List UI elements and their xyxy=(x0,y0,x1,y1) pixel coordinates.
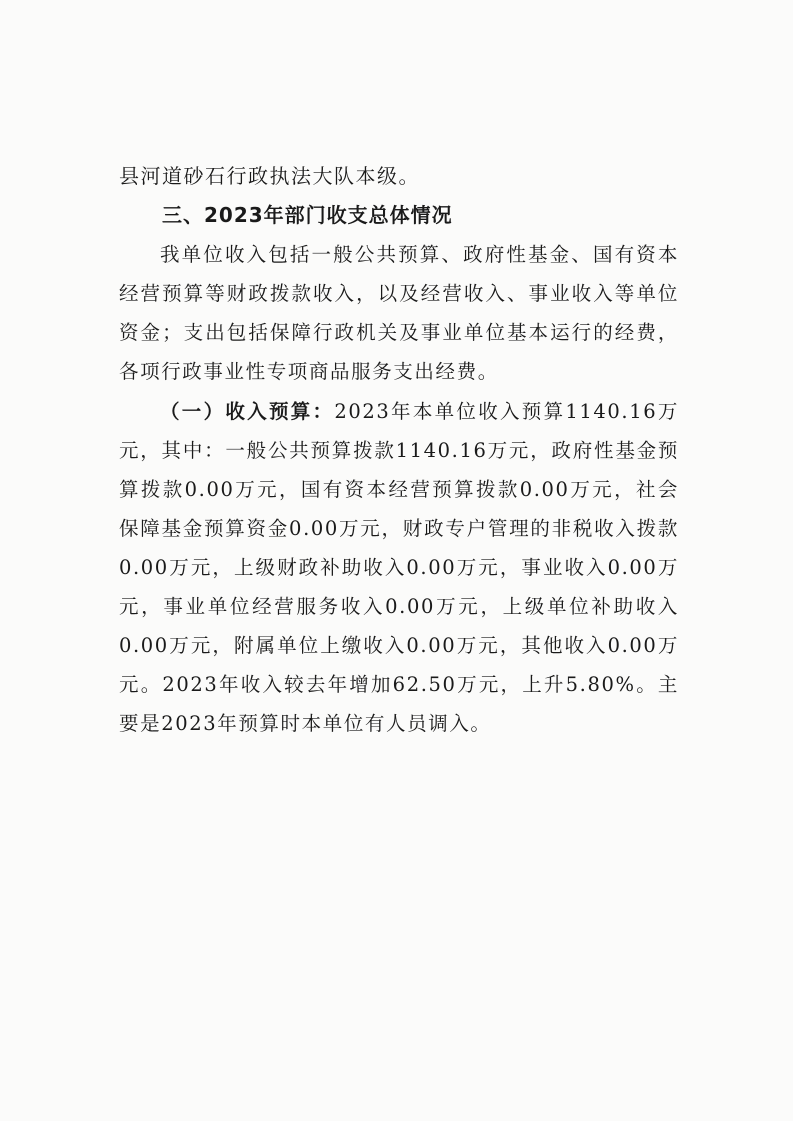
paragraph-income-budget xyxy=(119,392,679,743)
paragraph-lead: （一）收入预算： xyxy=(160,400,335,423)
paragraph-body: 2023年本单位收入预算1140.16万元，其中：一般公共预算拨款1140.16万元，政府性基金预算拨款0.00万元，国有资本经营预算拨款0.00万元，社会保障基金预算资金0.00万元，财政专户管理的非税收入拨款0.00万元，上级财政补助收入0.00万元，事业收入0.00万元，事业单位经营服务收入0.00万元，上级单位补助收入0.00万元，附属单位上缴收入0.00万元，其他收入0.00万元。2023年收入较去年增加62.50万元，上升5.80%。主要是2023年预算时本单位有人员调入。 xyxy=(119,400,679,735)
continuation-line: 县河道砂石行政执法大队本级。 xyxy=(119,164,420,188)
section-heading: 三、2023年部门收支总体情况 xyxy=(162,203,453,227)
paragraph-income-expenditure-scope: 我单位收入包括一般公共预算、政府性基金、国有资本经营预算等财政拨款收入，以及经营收入、事业收入等单位资金；支出包括保障行政机关及事业单位基本运行的经费，各项行政事业性专项商品服务支出经费。 xyxy=(119,243,679,383)
